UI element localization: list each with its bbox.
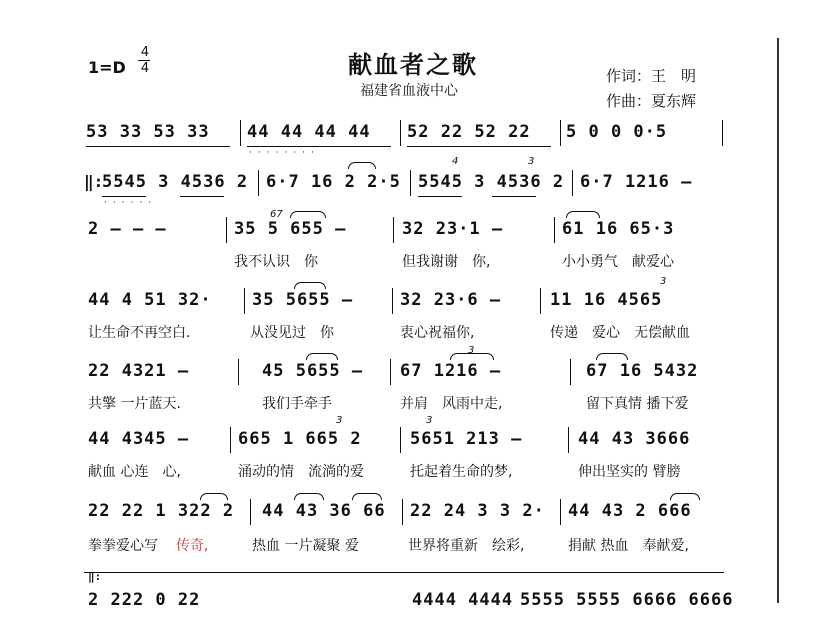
slur bbox=[670, 493, 700, 500]
repeat-start-sign: ‖: bbox=[84, 172, 104, 191]
slur bbox=[306, 353, 338, 360]
triplet-mark: 3 bbox=[336, 415, 343, 426]
measure: 5555 5555 6666 6666 bbox=[520, 590, 734, 610]
score-row-5 bbox=[0, 345, 815, 413]
barline bbox=[258, 170, 259, 196]
measure: 32 23·1 – bbox=[402, 219, 504, 239]
slur bbox=[290, 211, 326, 218]
score-row-7 bbox=[0, 489, 815, 553]
measure: 6·7 1216 – bbox=[580, 172, 693, 192]
barline bbox=[410, 170, 411, 196]
measure: 22 24 3 3 2· bbox=[410, 501, 545, 521]
measure: 52 22 52 22 bbox=[407, 122, 531, 142]
lyric-line: 热血 一片凝聚 爱 bbox=[252, 538, 359, 554]
barline bbox=[554, 217, 555, 243]
song-subtitle: 福建省血液中心 bbox=[360, 83, 458, 99]
measure: 44 43 2 666 bbox=[568, 501, 692, 521]
triplet-mark: 3 bbox=[426, 415, 433, 426]
measure: 44 43 3666 bbox=[578, 429, 691, 449]
triplet-mark: 3 bbox=[528, 156, 535, 167]
lyric-line: 拳拳爱心写 bbox=[88, 538, 158, 554]
repeat-mark: ‖: bbox=[88, 570, 102, 583]
low-octave-dots: ········ bbox=[249, 148, 320, 158]
barline bbox=[570, 359, 571, 385]
barline bbox=[226, 217, 227, 243]
barline bbox=[244, 288, 245, 314]
time-signature-bottom: 4 bbox=[140, 61, 150, 76]
score-row-4 bbox=[0, 278, 815, 342]
beam-underline bbox=[247, 146, 391, 147]
measure: 5545 3 4536 2 bbox=[102, 172, 249, 192]
lyric-line-highlighted: 传奇, bbox=[176, 538, 209, 554]
low-octave-dots: ······ bbox=[104, 198, 158, 208]
lyric-line: 让生命不再空白. bbox=[88, 325, 191, 341]
barline bbox=[400, 120, 401, 146]
time-signature-top: 4 bbox=[140, 45, 150, 60]
grace-note-mark: 67 bbox=[270, 209, 283, 220]
measure: 22 22 1 322 2 bbox=[88, 501, 235, 521]
beam-underline bbox=[102, 196, 146, 197]
barline bbox=[390, 359, 391, 385]
beam-underline bbox=[407, 146, 551, 147]
measure: 5651 213 – bbox=[410, 429, 523, 449]
measure: 665 1 665 2 bbox=[238, 429, 362, 449]
beam-underline bbox=[180, 196, 224, 197]
slur bbox=[294, 282, 326, 289]
slur bbox=[348, 162, 376, 169]
slur bbox=[596, 353, 628, 360]
lyric-line: 世界将重新 绘彩, bbox=[408, 538, 525, 554]
lyric-line: 献血 心连 心, bbox=[88, 464, 181, 480]
triplet-mark: 3 bbox=[660, 276, 667, 287]
measure: 22 4321 – bbox=[88, 361, 190, 381]
lyric-line: 我不认识 你 bbox=[234, 254, 318, 270]
lyric-line: 我们手牵手 bbox=[262, 396, 332, 412]
lyric-line: 共擎 一片蓝天. bbox=[88, 396, 181, 412]
barline bbox=[392, 288, 393, 314]
beam-underline bbox=[86, 146, 230, 147]
barline bbox=[572, 170, 573, 196]
measure: 6·7 16 2 2·5 bbox=[266, 172, 401, 192]
slur bbox=[352, 493, 382, 500]
barline bbox=[393, 217, 394, 243]
barline bbox=[560, 120, 561, 146]
song-title: 献血者之歌 bbox=[348, 51, 478, 79]
slur bbox=[450, 353, 494, 360]
beam-underline bbox=[418, 196, 462, 197]
barline bbox=[240, 120, 241, 146]
triplet-mark: 3 bbox=[468, 345, 475, 356]
measure: 2 – – – bbox=[88, 219, 167, 239]
measure: 35 5 655 – bbox=[234, 219, 347, 239]
key-signature: 1=D bbox=[88, 58, 126, 77]
measure: 44 44 44 44 bbox=[247, 122, 371, 142]
lyric-line: 但我谢谢 你, bbox=[402, 254, 491, 270]
lyric-line: 伸出坚实的 臂膀 bbox=[578, 464, 681, 480]
barline bbox=[238, 359, 239, 385]
measure: 11 16 4565 bbox=[550, 290, 663, 310]
measure: 5 0 0 0·5 bbox=[566, 122, 668, 142]
measure: 44 4 51 32· bbox=[88, 290, 212, 310]
measure: 4444 4444 bbox=[412, 590, 514, 610]
lyric-line: 从没见过 你 bbox=[250, 325, 334, 341]
slur bbox=[566, 211, 600, 218]
measure: 61 16 65·3 bbox=[562, 219, 675, 239]
lyric-line: 留下真情 播下爱 bbox=[586, 396, 689, 412]
measure: 67 16 5432 bbox=[586, 361, 699, 381]
lyric-line: 涌动的情 流淌的爱 bbox=[238, 464, 364, 480]
measure: 67 1216 – bbox=[400, 361, 502, 381]
lyric-line: 小小勇气 献爱心 bbox=[562, 254, 674, 270]
measure: 32 23·6 – bbox=[400, 290, 502, 310]
barline bbox=[400, 427, 401, 453]
lyricist-credit: 作词：王 明 bbox=[606, 67, 697, 85]
lyric-line: 并肩 风雨中走, bbox=[400, 396, 503, 412]
lyric-line: 托起着生命的梦, bbox=[410, 464, 513, 480]
score-row-6 bbox=[0, 417, 815, 481]
staff-top-rule bbox=[84, 572, 724, 573]
barline bbox=[568, 427, 569, 453]
measure: 5545 3 4536 2 bbox=[418, 172, 565, 192]
measure: 53 33 53 33 bbox=[86, 122, 210, 142]
barline bbox=[722, 120, 723, 146]
barline bbox=[230, 427, 231, 453]
measure: 44 4345 – bbox=[88, 429, 190, 449]
barline bbox=[402, 499, 403, 525]
composer-credit: 作曲：夏东辉 bbox=[606, 92, 697, 110]
score-row-3 bbox=[0, 207, 815, 271]
measure: 44 43 36 66 bbox=[262, 501, 386, 521]
measure: 45 5655 – bbox=[262, 361, 364, 381]
barline bbox=[560, 499, 561, 525]
measure: 2 222 0 22 bbox=[88, 590, 201, 610]
triplet-mark: 4 bbox=[452, 156, 459, 167]
measure: 35 5655 – bbox=[252, 290, 354, 310]
slur bbox=[294, 493, 324, 500]
lyric-line: 衷心祝福你, bbox=[400, 325, 475, 341]
barline bbox=[250, 499, 251, 525]
slur bbox=[200, 493, 228, 500]
barline bbox=[540, 288, 541, 314]
lyric-line: 捐献 热血 奉献爱, bbox=[568, 538, 689, 554]
lyric-line: 传递 爱心 无偿献血 bbox=[550, 325, 690, 341]
beam-underline bbox=[492, 196, 536, 197]
score-row-8-partial bbox=[0, 568, 815, 631]
